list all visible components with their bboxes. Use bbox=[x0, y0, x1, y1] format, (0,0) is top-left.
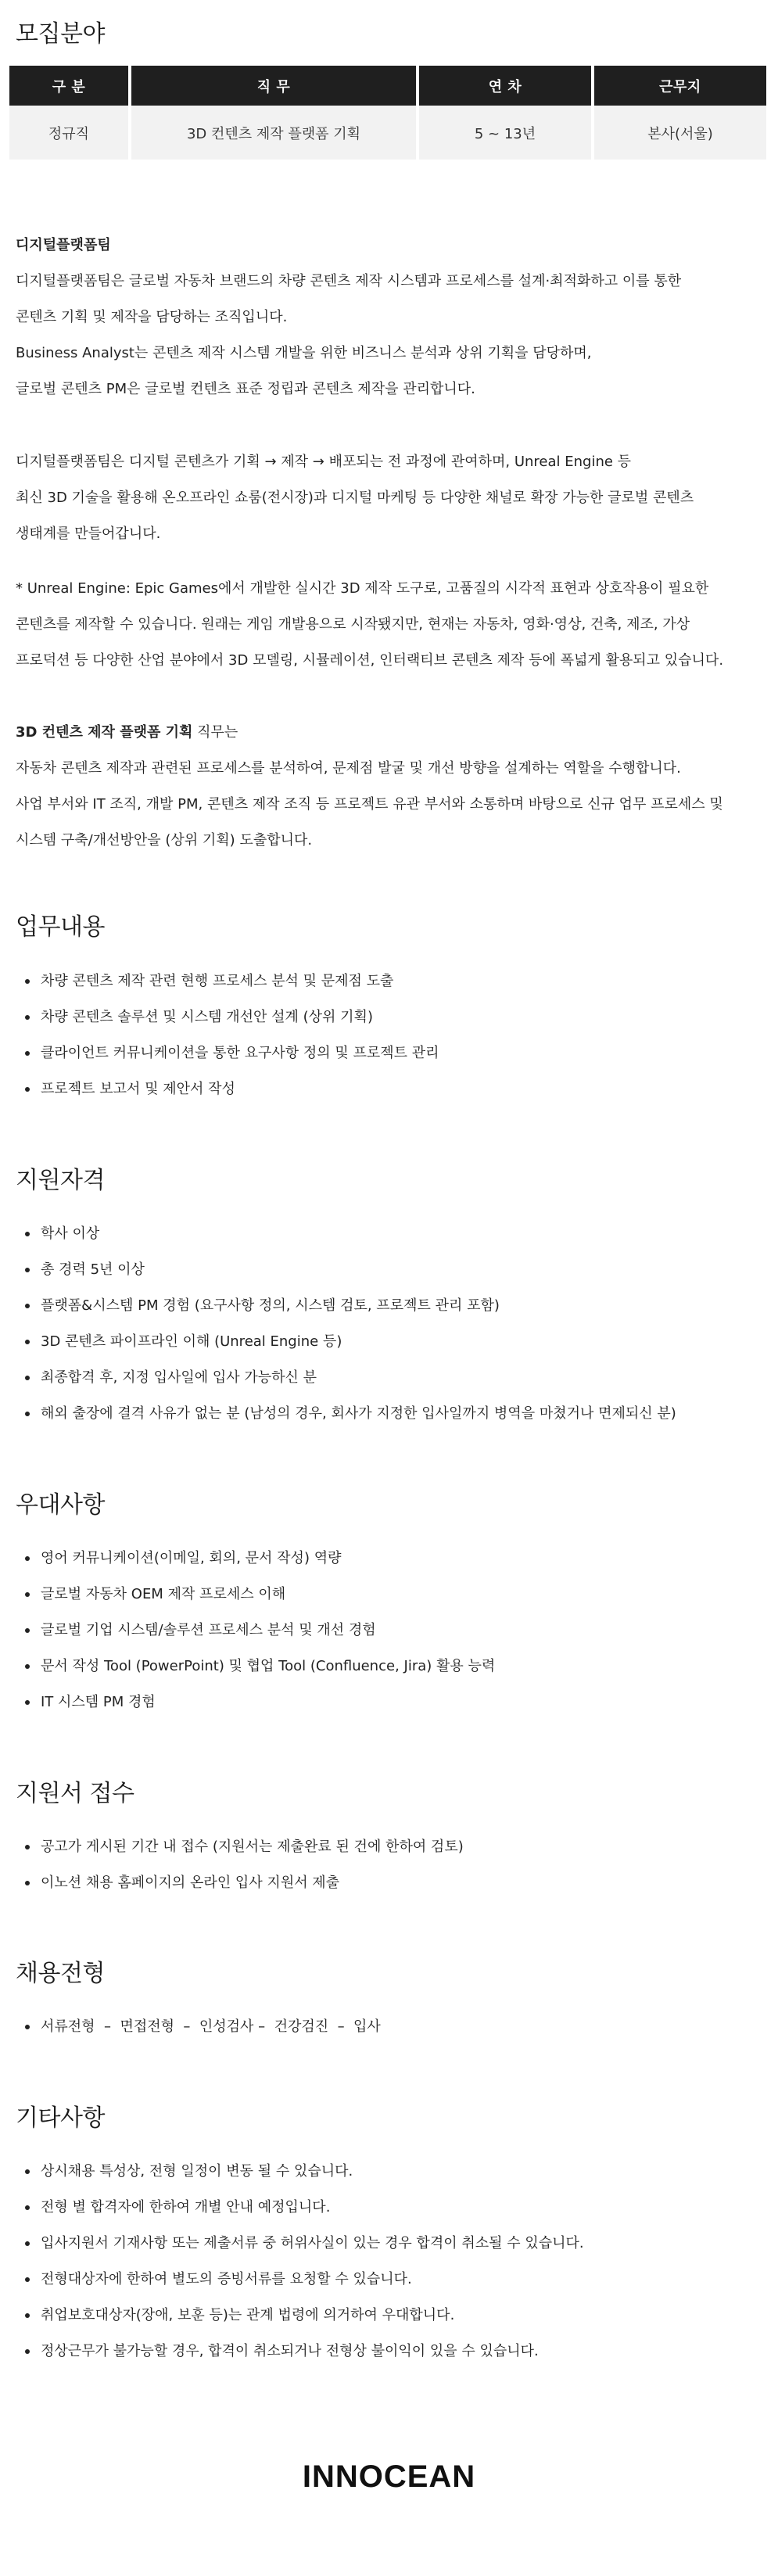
bullet-icon bbox=[25, 1232, 30, 1236]
unreal-engine-note bbox=[16, 571, 770, 679]
list-item-text: 전형대상자에 한하여 별도의 증빙서류를 요청할 수 있습니다. bbox=[41, 2271, 412, 2287]
desc-line: * Unreal Engine: Epic Games에서 개발한 실시간 3D 제작 도구로, 고품질의 시각적 표현과 상호작용이 필요한 bbox=[16, 580, 709, 597]
bullet-icon bbox=[25, 2349, 30, 2354]
application-section-title: 지원서 접수 bbox=[16, 1780, 134, 1807]
cell-category: 정규직 bbox=[9, 106, 131, 160]
list-item bbox=[17, 1577, 768, 1613]
bullet-icon bbox=[25, 1268, 30, 1272]
list-item bbox=[17, 2334, 768, 2370]
list-item bbox=[17, 1071, 768, 1107]
desc-line: 사업 부서와 IT 조직, 개발 PM, 콘텐츠 제작 조직 등 프로젝트 유관 부서와 소통하며 바탕으로 신규 업무 프로세스 및 bbox=[16, 796, 723, 813]
list-item bbox=[17, 1684, 768, 1720]
bullet-icon bbox=[25, 2313, 30, 2318]
desc-line: 글로벌 콘텐츠 PM은 글로벌 컨텐츠 표준 정립과 콘텐츠 제작을 관리합니다. bbox=[16, 381, 475, 397]
innocean-logo: INNOCEAN bbox=[302, 2459, 476, 2494]
desc-line: Business Analyst는 콘텐츠 제작 시스템 개발을 위한 비즈니스 분석과 상위 기획을 담당하며, bbox=[16, 345, 592, 361]
list-item bbox=[17, 1541, 768, 1577]
bullet-icon bbox=[25, 1556, 30, 1561]
desc-line: 콘텐츠 기획 및 제작을 담당하는 조직입니다. bbox=[16, 309, 288, 325]
list-item-text: 상시채용 특성상, 전형 일정이 변동 될 수 있습니다. bbox=[41, 2163, 353, 2180]
list-item bbox=[17, 1252, 768, 1288]
desc-line: 디지털플랫폼팀은 글로벌 자동차 브랜드의 차량 콘텐츠 제작 시스템과 프로세스를 설계·최적화하고 이를 통한 bbox=[16, 273, 682, 289]
list-item-text: 글로벌 자동차 OEM 제작 프로세스 이해 bbox=[41, 1586, 286, 1602]
process-list bbox=[17, 2009, 768, 2045]
list-item bbox=[17, 1288, 768, 1324]
role-intro-line bbox=[16, 715, 770, 751]
list-item-text: 서류전형 – 면접전형 – 인성검사 – 건강검진 – 입사 bbox=[41, 2018, 381, 2035]
list-item bbox=[17, 2262, 768, 2298]
bullet-icon bbox=[25, 1628, 30, 1633]
list-item bbox=[17, 2298, 768, 2334]
qualifications-list bbox=[17, 1216, 768, 1432]
bullet-icon bbox=[25, 1304, 30, 1308]
header-location: 근무지 bbox=[594, 66, 766, 106]
team-description-2 bbox=[16, 444, 770, 552]
table-row bbox=[9, 106, 766, 160]
list-item-text: 해외 출장에 결격 사유가 없는 분 (남성의 경우, 회사가 지정한 입사일까지 병역을 마쳤거나 면제되신 분) bbox=[41, 1405, 676, 1422]
team-title: 디지털플랫폼팀 bbox=[16, 237, 111, 253]
list-item bbox=[17, 1865, 768, 1901]
list-item-text: 차량 콘텐츠 제작 관련 현행 프로세스 분석 및 문제점 도출 bbox=[41, 973, 394, 989]
cell-experience: 5 ~ 13년 bbox=[419, 106, 594, 160]
bullet-icon bbox=[25, 979, 30, 984]
desc-line: 생태계를 만들어갑니다. bbox=[16, 526, 161, 542]
list-item-text: 3D 콘텐츠 파이프라인 이해 (Unreal Engine 등) bbox=[41, 1333, 342, 1350]
list-item bbox=[17, 2009, 768, 2045]
bullet-icon bbox=[25, 1881, 30, 1885]
header-job: 직 무 bbox=[131, 66, 419, 106]
bullet-icon bbox=[25, 1412, 30, 1416]
bullet-icon bbox=[25, 1015, 30, 1020]
list-item-text: IT 시스템 PM 경험 bbox=[41, 1694, 156, 1710]
etc-section-title: 기타사항 bbox=[16, 2104, 105, 2132]
list-item-text: 총 경력 5년 이상 bbox=[41, 1261, 145, 1278]
cell-location: 본사(서울) bbox=[594, 106, 766, 160]
qualifications-section-title: 지원자격 bbox=[16, 1167, 105, 1194]
list-item bbox=[17, 2226, 768, 2262]
job-role-description bbox=[16, 715, 770, 859]
list-item bbox=[17, 2154, 768, 2190]
list-item-text: 프로젝트 보고서 및 제안서 작성 bbox=[41, 1081, 235, 1097]
bullet-icon bbox=[25, 1376, 30, 1380]
bullet-icon bbox=[25, 2277, 30, 2282]
list-item bbox=[17, 1324, 768, 1360]
list-item-text: 플랫폼&시스템 PM 경험 (요구사항 정의, 시스템 검토, 프로젝트 관리 포함) bbox=[41, 1297, 500, 1314]
application-list bbox=[17, 1829, 768, 1901]
recruit-table bbox=[9, 66, 766, 160]
list-item-text: 학사 이상 bbox=[41, 1225, 100, 1242]
desc-line: 자동차 콘텐츠 제작과 관련된 프로세스를 분석하여, 문제점 발굴 및 개선 방향을 설계하는 역할을 수행합니다. bbox=[16, 760, 681, 777]
bullet-icon bbox=[25, 1340, 30, 1344]
list-item-text: 공고가 게시된 기간 내 접수 (지원서는 제출완료 된 건에 한하여 검토) bbox=[41, 1839, 464, 1855]
bullet-icon bbox=[25, 1051, 30, 1056]
list-item-text: 글로벌 기업 시스템/솔루션 프로세스 분석 및 개선 경험 bbox=[41, 1622, 376, 1638]
preferred-list bbox=[17, 1541, 768, 1720]
list-item bbox=[17, 1360, 768, 1396]
list-item-text: 이노션 채용 홈페이지의 온라인 입사 지원서 제출 bbox=[41, 1875, 340, 1891]
list-item bbox=[17, 1649, 768, 1684]
desc-line: 디지털플랫폼팀은 디지털 콘텐츠가 기획 → 제작 → 배포되는 전 과정에 관여하며, Unreal Engine 등 bbox=[16, 454, 632, 470]
bullet-icon bbox=[25, 2205, 30, 2210]
list-item bbox=[17, 999, 768, 1035]
desc-line: 콘텐츠를 제작할 수 있습니다. 원래는 게임 개발용으로 시작됐지만, 현재는 자동차, 영화·영상, 건축, 제조, 가상 bbox=[16, 616, 690, 633]
list-item bbox=[17, 1829, 768, 1865]
list-item-text: 취업보호대상자(장애, 보훈 등)는 관계 법령에 의거하여 우대합니다. bbox=[41, 2307, 455, 2323]
desc-line: 최신 3D 기술을 활용해 온오프라인 쇼룸(전시장)과 디지털 마케팅 등 다양한 채널로 확장 가능한 글로벌 콘텐츠 bbox=[16, 490, 694, 506]
bullet-icon bbox=[25, 1592, 30, 1597]
bullet-icon bbox=[25, 2241, 30, 2246]
list-item-text: 입사지원서 기재사항 또는 제출서류 중 허위사실이 있는 경우 합격이 취소될 수 있습니다. bbox=[41, 2235, 584, 2251]
list-item bbox=[17, 2190, 768, 2226]
desc-line: 시스템 구축/개선방안을 (상위 기획) 도출합니다. bbox=[16, 832, 313, 849]
list-item-text: 영어 커뮤니케이션(이메일, 회의, 문서 작성) 역량 bbox=[41, 1550, 342, 1566]
bullet-icon bbox=[25, 1700, 30, 1705]
duties-list bbox=[17, 963, 768, 1107]
duties-section-title: 업무내용 bbox=[16, 913, 105, 941]
bullet-icon bbox=[25, 1664, 30, 1669]
bullet-icon bbox=[25, 1087, 30, 1092]
team-description bbox=[16, 228, 770, 407]
list-item bbox=[17, 1613, 768, 1649]
list-item bbox=[17, 963, 768, 999]
etc-list bbox=[17, 2154, 768, 2370]
list-item bbox=[17, 1035, 768, 1071]
cell-job: 3D 컨텐츠 제작 플랫폼 기획 bbox=[131, 106, 419, 160]
role-name: 3D 컨텐츠 제작 플랫폼 기획 bbox=[16, 724, 193, 741]
list-item-text: 클라이언트 커뮤니케이션을 통한 요구사항 정의 및 프로젝트 관리 bbox=[41, 1045, 439, 1061]
list-item-text: 최종합격 후, 지정 입사일에 입사 가능하신 분 bbox=[41, 1369, 317, 1386]
list-item-text: 정상근무가 불가능할 경우, 합격이 취소되거나 전형상 불이익이 있을 수 있습니다. bbox=[41, 2343, 539, 2359]
role-intro-suffix: 직무는 bbox=[192, 724, 238, 741]
bullet-icon bbox=[25, 2025, 30, 2029]
header-experience: 연 차 bbox=[419, 66, 594, 106]
list-item-text: 전형 별 합격자에 한하여 개별 안내 예정입니다. bbox=[41, 2199, 331, 2215]
header-category: 구 분 bbox=[9, 66, 131, 106]
list-item bbox=[17, 1216, 768, 1252]
bullet-icon bbox=[25, 2169, 30, 2174]
list-item-text: 문서 작성 Tool (PowerPoint) 및 협업 Tool (Confluence, Jira) 활용 능력 bbox=[41, 1658, 496, 1674]
process-section-title: 채용전형 bbox=[16, 1960, 105, 1987]
bullet-icon bbox=[25, 1845, 30, 1849]
desc-line: 프로덕션 등 다양한 산업 분야에서 3D 모델링, 시뮬레이션, 인터랙티브 콘텐츠 제작 등에 폭넓게 활용되고 있습니다. bbox=[16, 652, 724, 669]
list-item-text: 차량 콘텐츠 솔루션 및 시스템 개선안 설계 (상위 기획) bbox=[41, 1009, 373, 1025]
list-item bbox=[17, 1396, 768, 1432]
preferred-section-title: 우대사항 bbox=[16, 1491, 105, 1519]
recruit-section-title: 모집분야 bbox=[16, 20, 105, 48]
table-header-row bbox=[9, 66, 766, 106]
